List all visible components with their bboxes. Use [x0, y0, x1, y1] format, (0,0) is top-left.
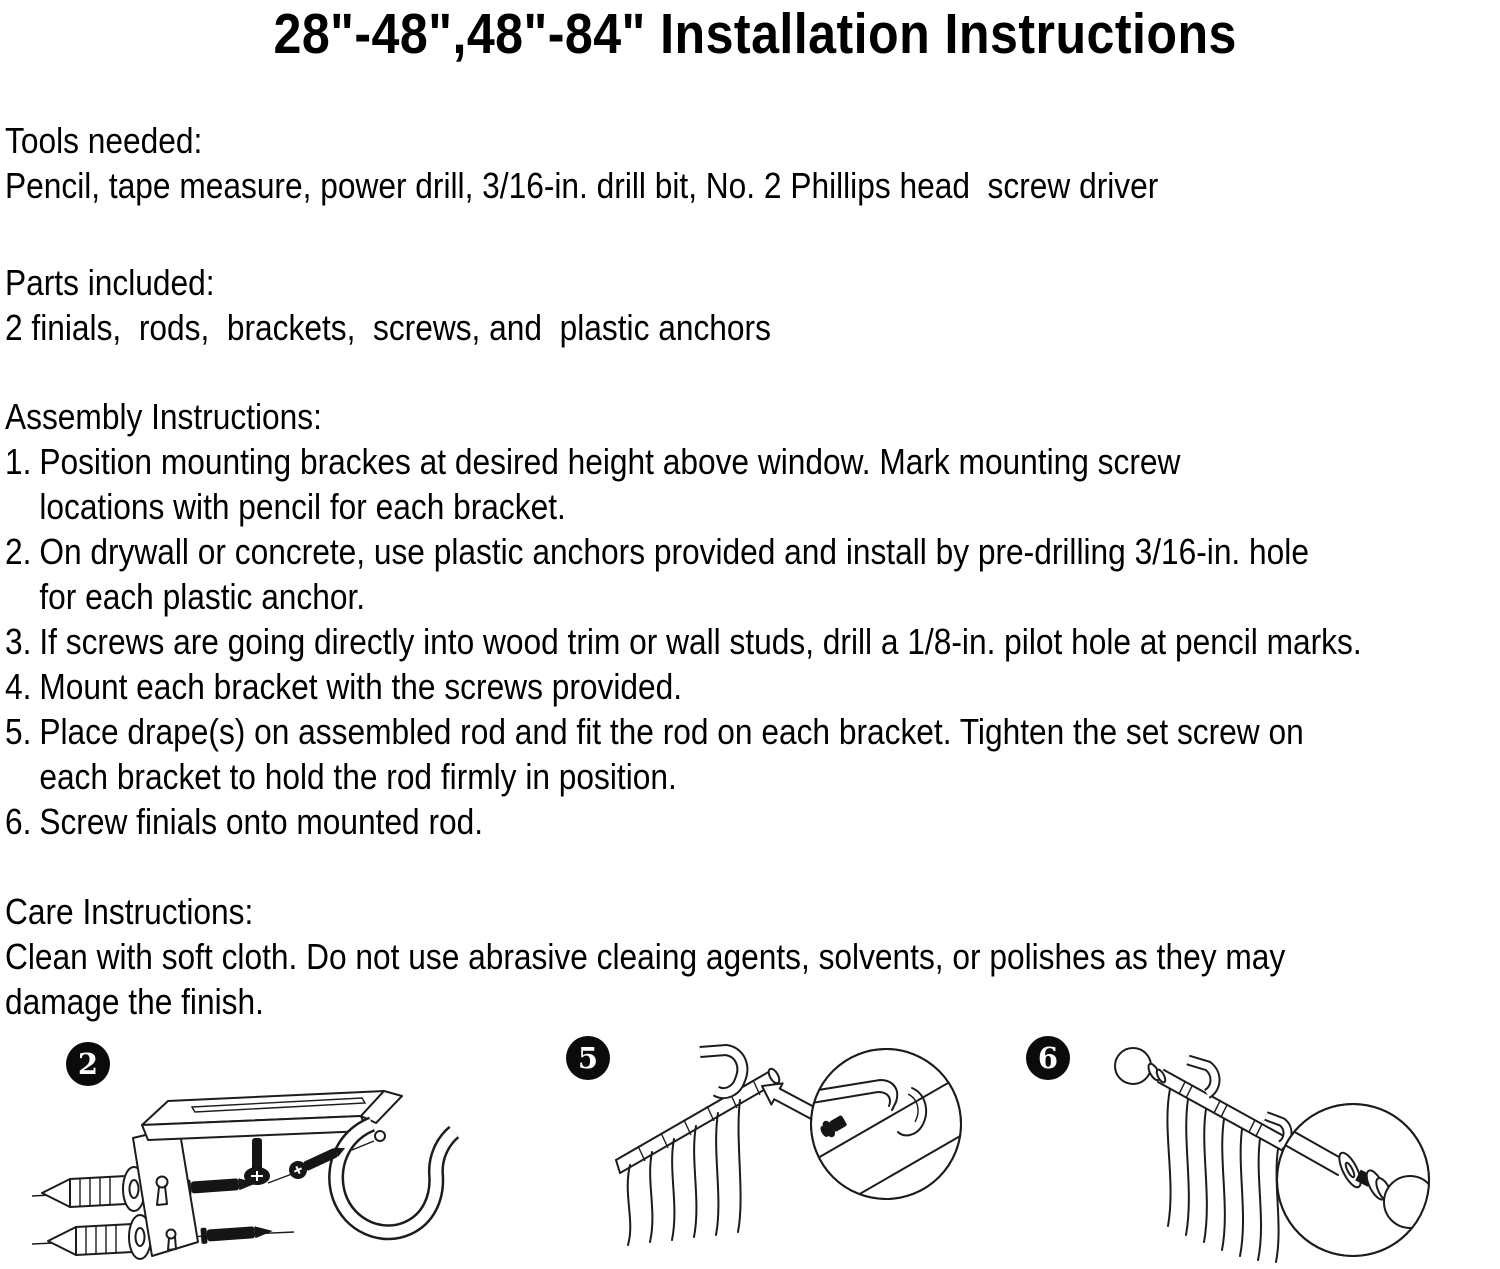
assembly-item: [5, 439, 1500, 529]
bracket-hook-drawing: [700, 1050, 742, 1093]
parts-heading: Parts included:: [5, 262, 215, 303]
set-screw-hole: [375, 1131, 385, 1141]
tools-needed-section: [5, 118, 1500, 208]
illustration-strip: [0, 1030, 1500, 1269]
item-text: Place drape(s) on assembled rod and fit the rod on each bracket. Tighten the set screw on: [39, 711, 1304, 752]
assembly-item: [5, 664, 1500, 709]
mounting-screw-drawing: [200, 1223, 273, 1244]
wall-anchor-drawing: [48, 1215, 151, 1259]
item-number: 3.: [5, 621, 32, 662]
item-text: Mount each bracket with the screws provided.: [39, 666, 683, 707]
item-number: 2.: [5, 531, 32, 572]
assembly-item: [5, 619, 1500, 664]
figure-badge: 6: [1026, 1036, 1070, 1080]
parts-line: 2 finials, rods, brackets, screws, and plastic anchors: [5, 307, 771, 348]
figure-step-5: [550, 1030, 1020, 1269]
tools-heading: Tools needed:: [5, 120, 203, 161]
finial-install-drawing: [1020, 1030, 1498, 1269]
text-column: [5, 0, 1500, 1030]
figure-step-2: [30, 1030, 462, 1269]
bracket-hook-drawing: [1188, 1060, 1288, 1145]
assembly-heading: Assembly Instructions:: [5, 396, 322, 437]
magnifier-circle: [804, 1049, 988, 1218]
rod-set-screw-drawing: [550, 1030, 1020, 1269]
item-text: for each plastic anchor.: [39, 576, 366, 617]
assembly-item: [5, 529, 1500, 619]
care-line: Clean with soft cloth. Do not use abrasive cleaing agents, solvents, or polishes as they may: [5, 936, 1286, 977]
assembly-item: [5, 709, 1500, 799]
tools-line: Pencil, tape measure, power drill, 3/16-in. drill bit, No. 2 Phillips head screw driver: [5, 165, 1159, 206]
item-number: 1.: [5, 441, 32, 482]
item-number: 6.: [5, 801, 32, 842]
item-text: On drywall or concrete, use plastic anchors provided and install by pre-drilling 3/16-in. hole: [39, 531, 1309, 572]
wall-anchor-drawing: [42, 1167, 145, 1211]
figure-badge: 5: [566, 1036, 610, 1080]
item-number: 5.: [5, 711, 32, 752]
page-title: 28"-48",48"-84" Installation Instructions: [273, 2, 1237, 66]
item-text: Screw finials onto mounted rod.: [39, 801, 484, 842]
figure-step-6: [1020, 1030, 1498, 1269]
drape-drawing: [1167, 1089, 1278, 1262]
item-text: If screws are going directly into wood trim or wall studs, drill a 1/8-in. pilot hole at pencil marks.: [39, 621, 1362, 662]
item-text: each bracket to hold the rod firmly in position.: [39, 756, 677, 797]
item-text: Position mounting brackes at desired height above window. Mark mounting screw: [39, 441, 1181, 482]
assembly-item: [5, 799, 1500, 844]
assembly-instructions-section: [5, 394, 1500, 844]
figure-badge: 2: [66, 1042, 110, 1086]
rod-drawing: [616, 1067, 781, 1173]
parts-included-section: [5, 260, 1500, 350]
care-instructions-section: [5, 889, 1500, 1024]
item-text: locations with pencil for each bracket.: [39, 486, 566, 527]
care-heading: Care Instructions:: [5, 891, 254, 932]
care-line: damage the finish.: [5, 981, 264, 1022]
vertical-screw-drawing: [244, 1138, 270, 1185]
item-number: 4.: [5, 666, 32, 707]
finial-ball-drawing: [1115, 1048, 1167, 1084]
